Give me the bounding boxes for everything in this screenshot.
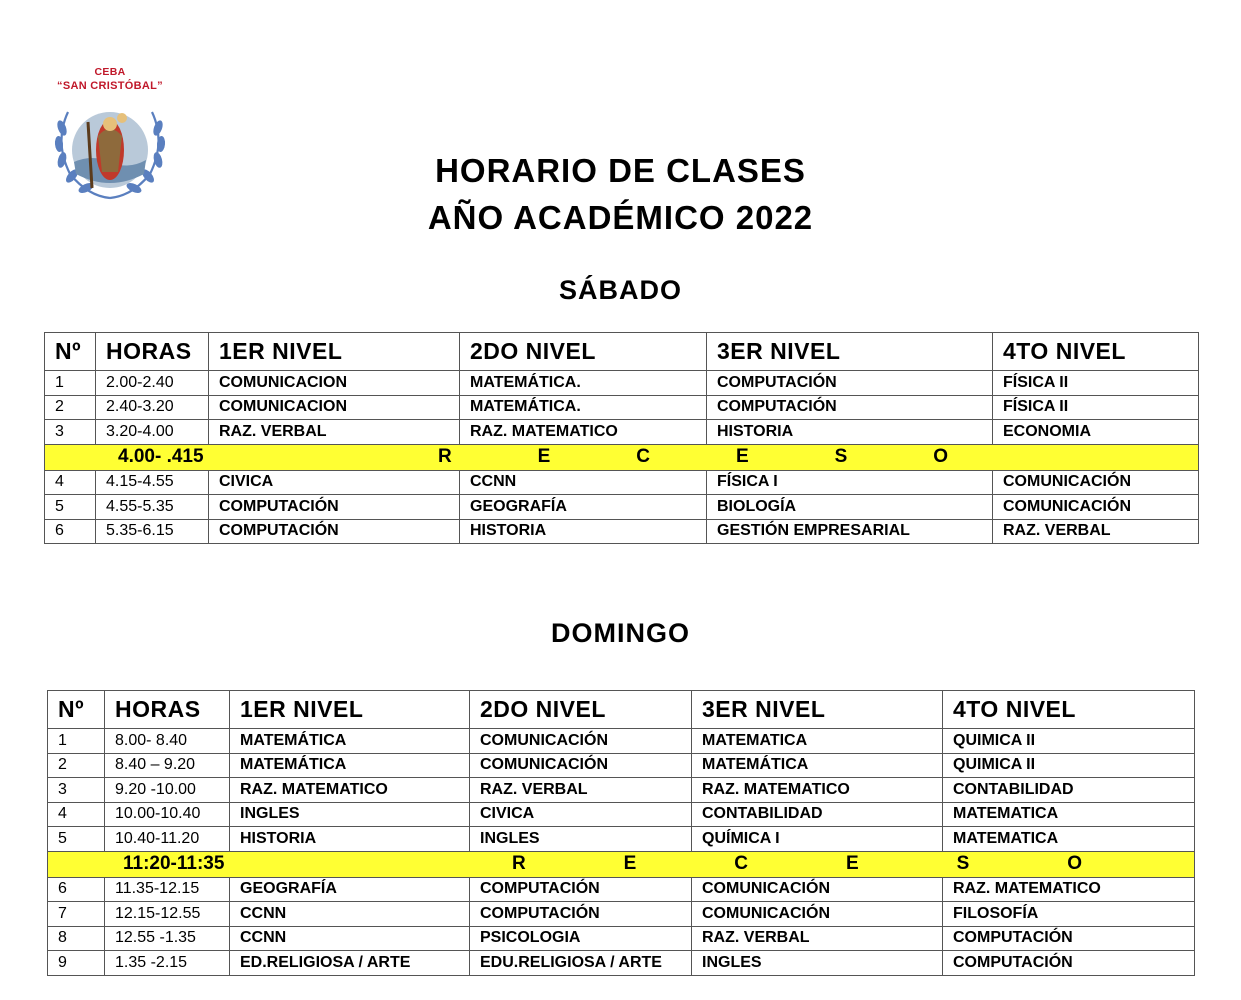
table-row: [48, 778, 1195, 803]
recess-letter: E: [537, 445, 551, 467]
table-row: [45, 470, 1199, 495]
subject-cell: CCNN: [230, 926, 470, 951]
recess-letter: E: [845, 852, 859, 874]
subject-cell: RAZ. VERBAL: [692, 926, 943, 951]
row-number: 9: [48, 951, 105, 976]
row-number: 8: [48, 926, 105, 951]
subject-cell: MATEMÁTICA: [230, 729, 470, 754]
schedule-table-domingo: [47, 690, 1195, 976]
header-nivel-4: 4TO NIVEL: [993, 333, 1199, 371]
day-heading-sabado: SÁBADO: [558, 275, 682, 305]
subject-cell: RAZ. VERBAL: [470, 778, 692, 803]
row-hours: 5.35-6.15: [96, 519, 209, 544]
table-row: [48, 729, 1195, 754]
subject-cell: COMUNICACION: [209, 395, 460, 420]
row-hours: 1.35 -2.15: [105, 951, 230, 976]
subject-cell: MATEMÁTICA: [230, 753, 470, 778]
recess-row: [48, 851, 1195, 877]
subject-cell: RAZ. MATEMATICO: [460, 420, 707, 445]
table-row: [45, 371, 1199, 396]
subject-cell: COMPUTACIÓN: [209, 519, 460, 544]
subject-cell: COMPUTACIÓN: [209, 495, 460, 520]
header-horas: HORAS: [96, 333, 209, 371]
table-row: [45, 395, 1199, 420]
header-horas: HORAS: [105, 691, 230, 729]
row-hours: 12.55 -1.35: [105, 926, 230, 951]
subject-cell: COMPUTACIÓN: [707, 395, 993, 420]
subject-cell: COMPUTACIÓN: [470, 902, 692, 927]
recess-letter: O: [1067, 852, 1082, 874]
row-number: 7: [48, 902, 105, 927]
recess-letter: C: [734, 852, 749, 874]
table-row: [48, 802, 1195, 827]
recess-time: 4.00- .415: [118, 445, 204, 467]
subject-cell: INGLES: [470, 827, 692, 852]
header-nivel-1: 1ER NIVEL: [209, 333, 460, 371]
rows-after-recess: [48, 877, 1195, 975]
subject-cell: COMUNICACIÓN: [470, 753, 692, 778]
subject-cell: CIVICA: [470, 802, 692, 827]
subject-cell: RAZ. VERBAL: [993, 519, 1199, 544]
subject-cell: MATEMATICA: [692, 729, 943, 754]
schedule-table-sabado: [44, 332, 1199, 544]
subject-cell: QUÍMICA I: [692, 827, 943, 852]
subject-cell: QUIMICA II: [943, 753, 1195, 778]
subject-cell: COMPUTACIÓN: [707, 371, 993, 396]
page-subtitle: AÑO ACADÉMICO 2022: [427, 199, 814, 236]
row-number: 3: [45, 420, 96, 445]
subject-cell: RAZ. VERBAL: [209, 420, 460, 445]
table-row: [45, 420, 1199, 445]
header-nivel-2: 2DO NIVEL: [470, 691, 692, 729]
subject-cell: MATEMÁTICA: [692, 753, 943, 778]
subject-cell: GEOGRAFÍA: [230, 877, 470, 902]
table-header-row: [48, 691, 1195, 729]
subject-cell: COMUNICACIÓN: [470, 729, 692, 754]
row-number: 6: [48, 877, 105, 902]
subject-cell: RAZ. MATEMATICO: [943, 877, 1195, 902]
recess-label: [438, 446, 948, 468]
row-number: 5: [45, 495, 96, 520]
header-nivel-3: 3ER NIVEL: [692, 691, 943, 729]
subject-cell: HISTORIA: [230, 827, 470, 852]
recess-letter: R: [512, 852, 526, 874]
recess-row: [45, 444, 1199, 470]
subject-cell: ECONOMIA: [993, 420, 1199, 445]
subject-cell: FILOSOFÍA: [943, 902, 1195, 927]
table-row: [45, 495, 1199, 520]
subject-cell: CIVICA: [209, 470, 460, 495]
recess-section: [48, 851, 1195, 877]
table-row: [48, 951, 1195, 976]
subject-cell: RAZ. MATEMATICO: [230, 778, 470, 803]
subject-cell: PSICOLOGIA: [470, 926, 692, 951]
row-hours: 10.40-11.20: [105, 827, 230, 852]
subject-cell: BIOLOGÍA: [707, 495, 993, 520]
row-hours: 2.40-3.20: [96, 395, 209, 420]
row-hours: 8.00- 8.40: [105, 729, 230, 754]
table-header-row: [45, 333, 1199, 371]
rows-after-recess: [45, 470, 1199, 544]
row-hours: 11.35-12.15: [105, 877, 230, 902]
header-number: Nº: [48, 691, 105, 729]
subject-cell: COMUNICACIÓN: [993, 495, 1199, 520]
recess-label: [512, 853, 1082, 875]
row-number: 3: [48, 778, 105, 803]
table-row: [48, 902, 1195, 927]
subject-cell: COMUNICACIÓN: [692, 902, 943, 927]
recess-letter: E: [623, 852, 637, 874]
subject-cell: INGLES: [692, 951, 943, 976]
recess-letter: E: [735, 445, 749, 467]
subject-cell: COMPUTACIÓN: [943, 951, 1195, 976]
subject-cell: HISTORIA: [460, 519, 707, 544]
recess-time: 11:20-11:35: [123, 852, 225, 874]
row-number: 1: [48, 729, 105, 754]
subject-cell: QUIMICA II: [943, 729, 1195, 754]
subject-cell: GESTIÓN EMPRESARIAL: [707, 519, 993, 544]
row-number: 1: [45, 371, 96, 396]
subject-cell: CONTABILIDAD: [943, 778, 1195, 803]
recess-letter: C: [636, 445, 651, 467]
header-nivel-3: 3ER NIVEL: [707, 333, 993, 371]
day-heading-domingo: DOMINGO: [551, 618, 690, 648]
row-number: 5: [48, 827, 105, 852]
row-hours: 8.40 – 9.20: [105, 753, 230, 778]
subject-cell: MATEMÁTICA.: [460, 371, 707, 396]
subject-cell: COMPUTACIÓN: [470, 877, 692, 902]
subject-cell: COMUNICACIÓN: [692, 877, 943, 902]
row-number: 4: [45, 470, 96, 495]
subject-cell: COMPUTACIÓN: [943, 926, 1195, 951]
recess-letter: S: [956, 852, 970, 874]
table-row: [48, 877, 1195, 902]
subject-cell: EDU.RELIGIOSA / ARTE: [470, 951, 692, 976]
subject-cell: CCNN: [230, 902, 470, 927]
logo-line2: “SAN CRISTÓBAL”: [57, 80, 163, 92]
subject-cell: RAZ. MATEMATICO: [692, 778, 943, 803]
subject-cell: CONTABILIDAD: [692, 802, 943, 827]
subject-cell: MATEMATICA: [943, 802, 1195, 827]
table-row: [45, 519, 1199, 544]
header-nivel-2: 2DO NIVEL: [460, 333, 707, 371]
logo-line1: CEBA: [94, 66, 126, 78]
row-hours: 3.20-4.00: [96, 420, 209, 445]
subject-cell: FÍSICA I: [707, 470, 993, 495]
subject-cell: GEOGRAFÍA: [460, 495, 707, 520]
rows-before-recess: [48, 729, 1195, 852]
table-row: [48, 753, 1195, 778]
subject-cell: MATEMATICA: [943, 827, 1195, 852]
subject-cell: CCNN: [460, 470, 707, 495]
subject-cell: MATEMÁTICA.: [460, 395, 707, 420]
subject-cell: HISTORIA: [707, 420, 993, 445]
table-row: [48, 827, 1195, 852]
row-hours: 4.55-5.35: [96, 495, 209, 520]
row-number: 2: [45, 395, 96, 420]
row-hours: 2.00-2.40: [96, 371, 209, 396]
subject-cell: COMUNICACIÓN: [993, 470, 1199, 495]
recess-letter: R: [438, 445, 452, 467]
table-row: [48, 926, 1195, 951]
row-number: 6: [45, 519, 96, 544]
row-hours: 12.15-12.55: [105, 902, 230, 927]
rows-before-recess: [45, 371, 1199, 445]
recess-letter: S: [834, 445, 848, 467]
subject-cell: ED.RELIGIOSA / ARTE: [230, 951, 470, 976]
recess-section: [45, 444, 1199, 470]
row-hours: 10.00-10.40: [105, 802, 230, 827]
row-hours: 4.15-4.55: [96, 470, 209, 495]
header-nivel-4: 4TO NIVEL: [943, 691, 1195, 729]
subject-cell: FÍSICA II: [993, 395, 1199, 420]
row-hours: 9.20 -10.00: [105, 778, 230, 803]
header-nivel-1: 1ER NIVEL: [230, 691, 470, 729]
page-title: HORARIO DE CLASES: [435, 152, 806, 189]
row-number: 4: [48, 802, 105, 827]
recess-letter: O: [933, 445, 948, 467]
row-number: 2: [48, 753, 105, 778]
subject-cell: FÍSICA II: [993, 371, 1199, 396]
subject-cell: INGLES: [230, 802, 470, 827]
subject-cell: COMUNICACION: [209, 371, 460, 396]
header-number: Nº: [45, 333, 96, 371]
